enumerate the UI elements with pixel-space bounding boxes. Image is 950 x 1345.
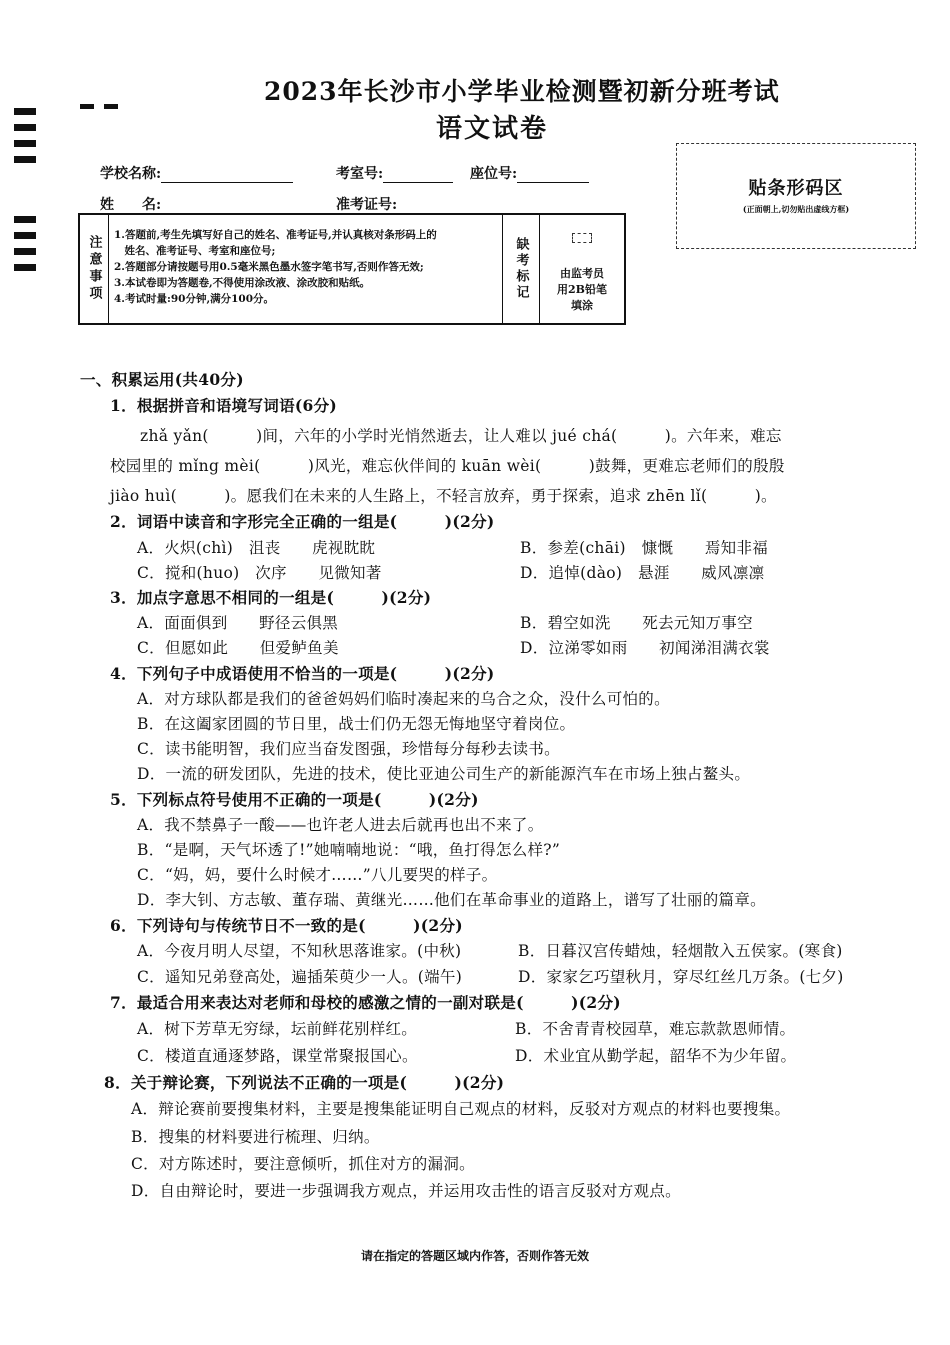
option-b: B．“是啊，天气坏透了!”她喃喃地说：“哦，鱼打得怎么样?”: [137, 841, 561, 859]
option-a: A．今夜月明人尽望，不知秋思落谁家。(中秋): [137, 942, 462, 960]
seat-label: 座位号:: [470, 166, 518, 182]
option-c: C．读书能明智，我们应当奋发图强，珍惜每分每秒去读书。: [137, 740, 560, 758]
seat-field[interactable]: [470, 163, 589, 183]
question-stem: 3．加点字意思不相同的一组是( )(2分): [110, 588, 432, 607]
registration-mark: [14, 216, 36, 223]
option-a: A．对方球队都是我们的爸爸妈妈们临时凑起来的乌合之众，没什么可怕的。: [137, 690, 670, 708]
school-label: 学校名称:: [100, 166, 162, 182]
room-label: 考室号:: [336, 166, 384, 182]
option-b: B．碧空如洗 死去元知万事空: [520, 614, 753, 632]
option-b: B．日暮汉宫传蜡烛，轻烟散入五侯家。(寒食): [518, 942, 843, 960]
registration-mark: [80, 104, 94, 109]
option-d: D．追悼(dào) 悬涯 威风凛凛: [520, 564, 765, 582]
notice-rule: 4.考试时量:90分钟,满分100分。: [114, 293, 275, 305]
barcode-area[interactable]: [676, 143, 916, 249]
notice-box: [78, 213, 626, 325]
room-field[interactable]: [336, 163, 453, 183]
registration-mark: [14, 156, 36, 163]
option-a: A．辩论赛前要搜集材料，主要是搜集能证明自己观点的材料，反驳对方观点的材料也要搜集。: [131, 1100, 791, 1118]
question-text: 校园里的 mǐng mèi( )风光，难忘伙伴间的 kuān wèi( )鼓舞，更难忘老师们的殷殷: [110, 457, 785, 475]
registration-mark: [14, 232, 36, 239]
exam-title: 2023年长沙市小学毕业检测暨初新分班考试: [264, 77, 780, 106]
fill-instruction: 由监考员: [560, 267, 604, 280]
name-field[interactable]: [100, 194, 297, 214]
question-stem: 2．词语中读音和字形完全正确的一组是( )(2分): [110, 512, 495, 531]
exam-subtitle: 语文试卷: [436, 114, 549, 144]
option-a: A．火炽(chì) 沮丧 虎视眈眈: [137, 539, 376, 557]
footer-note: 请在指定的答题区域内作答，否则作答无效: [360, 1249, 589, 1263]
absent-label: 缺考标记: [502, 215, 540, 323]
option-b: B．参差(chāi) 慷慨 焉知非福: [520, 539, 769, 557]
option-c: C．搅和(huo) 次序 见微知著: [137, 564, 382, 582]
name-label: 姓 名:: [100, 197, 162, 213]
registration-mark: [14, 264, 36, 271]
question-stem: 8．关于辩论赛，下列说法不正确的一项是( )(2分): [104, 1073, 505, 1092]
school-field[interactable]: [100, 163, 293, 183]
absent-checkbox[interactable]: [572, 233, 592, 243]
absent-fill-area[interactable]: [540, 215, 624, 323]
question-stem: 6．下列诗句与传统节日不一致的是( )(2分): [110, 916, 463, 935]
option-d: D．术业宜从勤学起，韶华不为少年留。: [515, 1047, 797, 1065]
fill-instruction: 用2B铅笔: [557, 283, 607, 296]
notice-label: 注意事项: [80, 215, 109, 323]
option-a: A．面面俱到 野径云俱黑: [137, 614, 339, 632]
option-b: B．搜集的材料要进行梳理、归纳。: [131, 1128, 380, 1146]
exam-id-label: 准考证号:: [336, 197, 398, 213]
option-c: C．遥知兄弟登高处，遍插茱萸少一人。(端午): [137, 968, 463, 986]
notice-rule: 姓名、准考证号、考室和座位号;: [114, 245, 276, 257]
option-b: B．在这阖家团圆的节日里，战士们仍无怨无悔地坚守着岗位。: [137, 715, 576, 733]
option-c: C．楼道直通逐梦路，课堂常聚报国心。: [137, 1047, 418, 1065]
question-text: jiào huì( )。愿我们在未来的人生路上，不轻言放弃，勇于探索，追求 zhēn lǐ( )。: [110, 487, 777, 505]
option-d: D．李大钊、方志敏、董存瑞、黄继光……他们在革命事业的道路上，谱写了壮丽的篇章。: [137, 891, 766, 909]
registration-mark: [14, 124, 36, 131]
option-c: C．“妈，妈，要什么时候才……”八儿要哭的样子。: [137, 866, 498, 884]
fill-instruction: 填涂: [571, 299, 593, 312]
option-d: D．泣涕零如雨 初闻涕泪满衣裳: [520, 639, 770, 657]
option-d: D．家家乞巧望秋月，穿尽红丝几万条。(七夕): [518, 968, 844, 986]
registration-mark: [14, 140, 36, 147]
question-stem: 7．最适合用来表达对老师和母校的感激之情的一副对联是( )(2分): [110, 993, 621, 1012]
question-text: zhǎ yǎn( )间，六年的小学时光悄然逝去，让人难以 jué chá( )。六年来，难忘: [140, 427, 782, 445]
exam-id-field[interactable]: [336, 194, 595, 214]
option-c: C．对方陈述时，要注意倾听，抓住对方的漏洞。: [131, 1155, 475, 1173]
question-stem: 1．根据拼音和语境写词语(6分): [110, 396, 338, 415]
barcode-note: (正面朝上,切勿贴出虚线方框): [742, 204, 850, 214]
section-heading: 一、积累运用(共40分): [80, 370, 244, 389]
registration-mark: [14, 108, 36, 115]
question-stem: 4．下列句子中成语使用不恰当的一项是( )(2分): [110, 664, 495, 683]
notice-rule: 3.本试卷即为答题卷,不得使用涂改液、涂改胶和贴纸。: [114, 277, 371, 289]
option-c: C．但愿如此 但爱鲈鱼美: [137, 639, 339, 657]
barcode-title: 贴条形码区: [748, 178, 844, 199]
registration-mark: [104, 104, 118, 109]
option-a: A．树下芳草无穷绿，坛前鲜花别样红。: [137, 1020, 418, 1038]
option-d: D．一流的研发团队，先进的技术，使比亚迪公司生产的新能源汽车在市场上独占鳌头。: [137, 765, 751, 783]
notice-rule: 2.答题部分请按题号用0.5毫米黑色墨水签字笔书写,否则作答无效;: [114, 261, 424, 273]
notice-rule: 1.答题前,考生先填写好自己的姓名、准考证号,并认真核对条形码上的: [114, 229, 437, 241]
registration-mark: [14, 248, 36, 255]
option-b: B．不舍青青校园草，难忘款款恩师情。: [515, 1020, 796, 1038]
option-a: A．我不禁鼻子一酸——也许老人进去后就再也出不来了。: [137, 816, 544, 834]
option-d: D．自由辩论时，要进一步强调我方观点，并运用攻击性的语言反驳对方观点。: [131, 1182, 681, 1200]
question-stem: 5．下列标点符号使用不正确的一项是( )(2分): [110, 790, 479, 809]
